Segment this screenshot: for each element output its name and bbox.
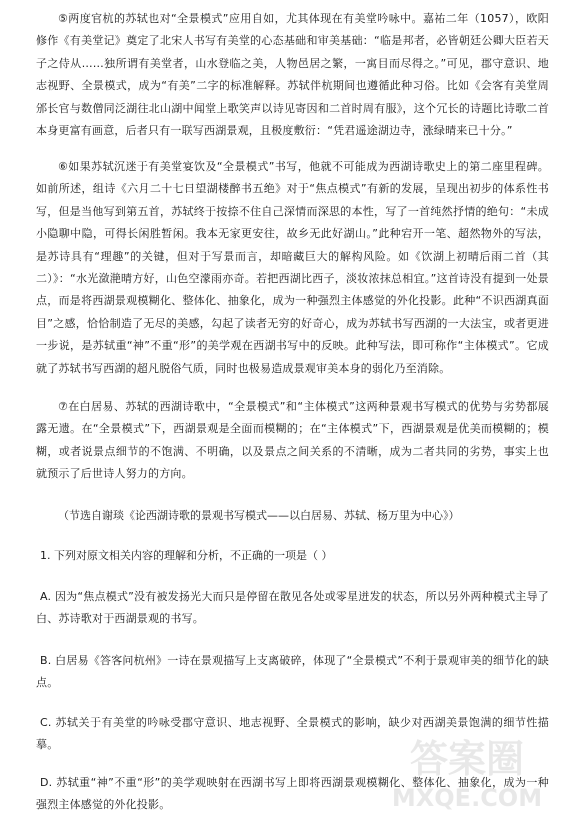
paragraph-5: ⑤两度官杭的苏轼也对“全景模式”应用自如，尤其体现在有美堂吟咏中。嘉祐二年（1057），欧阳修作《有美堂记》奠定了北宋人书写有美堂的心态基础和审美基础：“临是邦者，必皆朝廷公卿大臣若天子之侍从……独所谓有美堂者，山水登临之美，人物邑居之繁，一寓目而尽得之。”可见，郡守意识、地志视野、全景模式，成为“有美”二字的标准解释。苏轼伴杭期间也遵循此种习俗。比如《会客有美堂周邠长官与数僧同泛湖往北山湖中闻堂上歌笑声以诗见寄因和二首时周有服》，这个冗长的诗题比诗歌二首本身更富有画意，后者只有一联写西湖景观，且极度敷衍：“凭君遥途湖边寺，涨绿晴来已十分。” xyxy=(36,12,549,138)
option-b: B. 白居易《答客问杭州》一诗在景观描写上支离破碎，体现了“全景模式”不利于景观审美的细节化的缺点。 xyxy=(36,654,549,690)
option-c: C. 苏轼关于有美堂的吟咏受郡守意识、地志视野、全景模式的影响，缺少对西湖美景饱满的细节性描摹。 xyxy=(36,716,549,752)
svg-text:答案圈: 答案圈 xyxy=(409,737,525,781)
paragraph-7: ⑦在白居易、苏轼的西湖诗歌中，“全景模式”和“主体模式”这两种景观书写模式的优势与劣势都展露无遗。在“全景模式”下，西湖景观是全面而模糊的；在“主体模式”下，西湖景观是优美而模糊的；模糊，或者说景点细节的不饱满、不明确，以及景点之间关系的不清晰，成为二者共同的劣势，事实上也就预示了后世诗人努力的方向。 xyxy=(36,400,549,481)
option-d: D. 苏轼重“神”不重“形”的美学观映射在西湖书写上即将西湖景观模糊化、整体化、抽象化，成为一种强烈主体感觉的外化投影。 xyxy=(36,776,549,812)
question-1-stem: 1. 下列对原文相关内容的理解和分析，不正确的一项是（ ） xyxy=(40,549,333,562)
svg-text:MXQE.COM: MXQE.COM xyxy=(391,784,543,812)
source-citation: （节选自谢琰《论西湖诗歌的景观书写模式——以白居易、苏轼、杨万里为中心》） xyxy=(58,509,460,522)
paragraph-6: ⑥如果苏轼沉迷于有美堂宴饮及“全景模式”书写，他就不可能成为西湖诗歌史上的第二座里程碑。如前所述，组诗《六月二十七日望湖楼醉书五绝》对于“焦点模式”有新的发展，呈现出初步的体系性书写，但是当他写到第五首，苏轼终于按捺不住自己深情而深思的本性，写了一首纯然抒情的绝句：“未成小隐聊中隐，可得长闲胜暂闲。我本无家更安往，故乡无此好湖山。”此种宕开一笔、超然物外的写法，是苏诗具有“理趣”的关键，但对于写景而言，却暗藏巨大的解构风险。如《饮湖上初晴后雨二首（其二）》：“水光潋滟晴方好，山色空濛雨亦奇。若把西湖比西子，淡妆浓抹总相宜。”这首诗没有提到一处景点，而是将西湖景观模糊化、整体化、抽象化，成为一种强烈主体感觉的外化投影。此种“不识西湖真面目”之感，恰恰制造了无尽的美感，勾起了读者无穷的好奇心，成为苏轼书写西湖的一大法宝，或者更进一步说，是苏轼重“神”不重“形”的美学观在西湖书写中的反映。此种写法，即可称作“主体模式”。它成就了苏轼书写西湖的超凡脱俗气质，同时也极易造成景观审美本身的弱化乃至消除。 xyxy=(36,160,549,375)
option-a: A. 因为“焦点模式”没有被发扬光大而只是停留在散见各处或零星迸发的状态，所以另外两种模式主导了白、苏诗歌对于西湖景观的书写。 xyxy=(36,590,549,626)
